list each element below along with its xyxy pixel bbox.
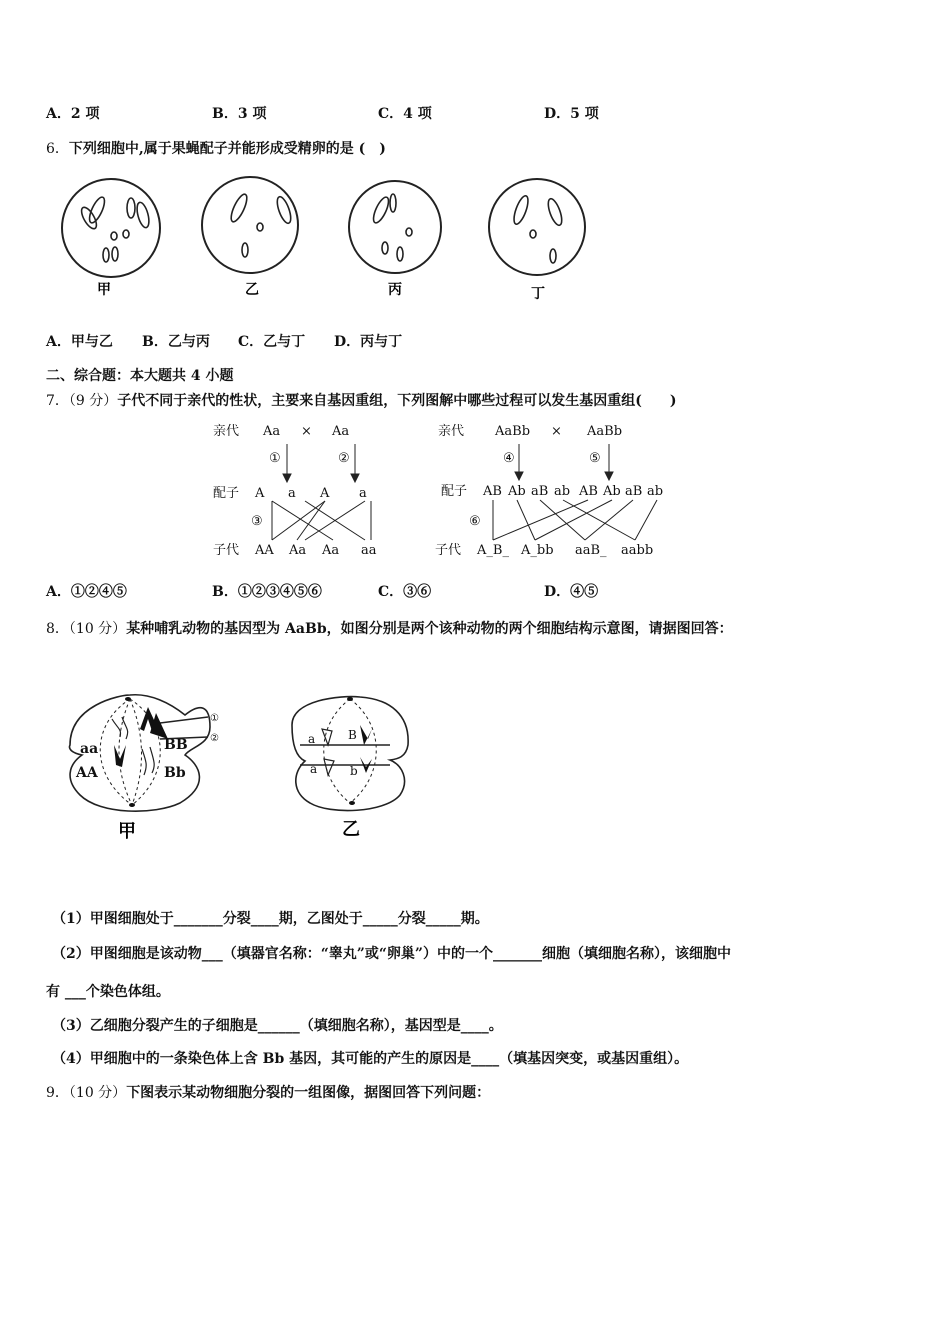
q6-question — [46, 138, 386, 158]
q8-sub-4: （4）甲细胞中的一条染色体上含 Bb 基因，其可能的产生的原因是____（填基因突变，或基因重组）。 — [52, 1051, 689, 1067]
cell-ding — [489, 179, 585, 275]
q8-question — [46, 618, 733, 638]
left-offspring-2: Aa — [289, 543, 307, 558]
q6-cells-figure — [55, 170, 595, 305]
q8-points: （10 分） — [68, 621, 127, 637]
right-row-offspring: 子代 — [435, 543, 462, 558]
q5-option-c: C．4 项 — [378, 106, 432, 122]
q6-option-b: B．乙与丙 — [142, 334, 210, 350]
left-gamete-1: A — [255, 486, 265, 501]
cell1-label: 甲 — [118, 821, 136, 842]
q7-points: （9 分） — [68, 393, 118, 409]
q7-option-d: D．④⑤ — [544, 584, 599, 600]
cell1-gene-Bb: Bb — [164, 765, 186, 781]
q8-number: 8． — [46, 621, 69, 637]
left-row-offspring: 子代 — [213, 543, 240, 558]
q8-sub-3: （3）乙细胞分裂产生的子细胞是______（填细胞名称），基因型是____。 — [52, 1018, 503, 1034]
right-offspring-1: A_B_ — [477, 543, 509, 558]
q5-option-d: D．5 项 — [544, 106, 599, 122]
q9-number: 9． — [46, 1085, 69, 1101]
cell-bing — [349, 181, 441, 273]
q5-option-b: B．3 项 — [212, 106, 267, 122]
cell2-gene-a2: a — [310, 762, 318, 776]
section2-title: 二、综合题：本大题共 4 小题 — [46, 368, 234, 384]
left-offspring-4: aa — [361, 543, 377, 558]
right-offspring-4: aabb — [621, 543, 654, 558]
q5-option-a: A．2 项 — [46, 106, 100, 122]
cell1-marker-1: ① — [210, 713, 219, 724]
cell1-marker-2: ② — [210, 733, 219, 744]
q6-option-a: A．甲与乙 — [46, 334, 113, 350]
q7-text: 子代不同于亲代的性状，主要来自基因重组，下列图解中哪些过程可以发生基因重组( ) — [117, 393, 677, 409]
right-gamete-6: Ab — [603, 484, 621, 499]
cell-label-yi: 乙 — [245, 282, 259, 298]
q8-sub-2: （2）甲图细胞是该动物___（填器官名称：“睾丸”或“卵巢”）中的一个_______细胞（填细胞名称），该细胞中 — [52, 946, 731, 962]
right-cross: × — [551, 424, 562, 439]
marker-4: ④ — [503, 451, 515, 466]
left-row-gamete: 配子 — [213, 486, 240, 501]
q7-option-b: B．①②③④⑤⑥ — [212, 584, 322, 600]
right-offspring-3: aaB_ — [575, 543, 607, 558]
marker-5: ⑤ — [589, 451, 601, 466]
right-gamete-8: ab — [647, 484, 664, 499]
marker-2: ② — [338, 451, 350, 466]
q6-text: 下列细胞中,属于果蝇配子并能形成受精卵的是 ( ) — [68, 141, 386, 157]
q6-number: 6． — [46, 141, 69, 157]
cell1-gene-BB: BB — [164, 737, 188, 753]
cell-yi — [202, 177, 298, 273]
left-offspring-1: AA — [255, 543, 274, 558]
q7-number: 7． — [46, 393, 69, 409]
q9-text: 下图表示某动物细胞分裂的一组图像，据图回答下列问题： — [126, 1085, 491, 1101]
right-gamete-5: AB — [579, 484, 598, 499]
left-cross: × — [301, 424, 312, 439]
marker-3: ③ — [251, 514, 263, 529]
left-offspring-3: Aa — [322, 543, 340, 558]
marker-1: ① — [269, 451, 281, 466]
right-gamete-1: AB — [483, 484, 502, 499]
right-gamete-2: Ab — [508, 484, 526, 499]
q7-option-a: A．①②④⑤ — [46, 584, 127, 600]
q9-question — [46, 1082, 490, 1102]
right-gamete-3: aB — [531, 484, 549, 499]
q7-genetics-diagram — [205, 418, 675, 568]
left-row-parent: 亲代 — [213, 424, 240, 439]
q6-option-c: C．乙与丁 — [238, 334, 306, 350]
right-offspring-2: A_bb — [521, 543, 554, 558]
right-gamete-7: aB — [625, 484, 643, 499]
cell-jia — [62, 179, 160, 277]
right-gamete-4: ab — [554, 484, 571, 499]
cell2-gene-B: B — [348, 728, 357, 742]
cell-label-bing: 丙 — [388, 282, 402, 298]
cell2-gene-a1: a — [308, 732, 316, 746]
left-parent-1: Aa — [263, 424, 281, 439]
q8-sub-2-cont: 有 ___个染色体组。 — [46, 984, 170, 1000]
q7-option-c: C．③⑥ — [378, 584, 432, 600]
marker-6: ⑥ — [469, 514, 481, 529]
cell1-gene-AA: AA — [76, 765, 98, 781]
left-gamete-3: A — [320, 486, 330, 501]
q8-text: 某种哺乳动物的基因型为 AaBb，如图分别是两个该种动物的两个细胞结构示意图，请据图回答： — [126, 621, 733, 637]
cell-label-ding: 丁 — [531, 286, 545, 302]
q8-sub-1: （1）甲图细胞处于_______分裂____期，乙图处于_____分裂_____期。 — [52, 911, 489, 927]
left-gamete-4: a — [359, 486, 367, 501]
cell1-gene-aa: aa — [80, 741, 99, 757]
cell-label-jia: 甲 — [97, 282, 111, 298]
left-gamete-2: a — [288, 486, 296, 501]
right-row-parent: 亲代 — [438, 424, 465, 439]
cell2-label: 乙 — [342, 819, 360, 840]
q8-cells-figure — [60, 685, 420, 850]
right-parent-1: AaBb — [495, 424, 531, 439]
q7-question — [46, 390, 677, 410]
q6-option-d: D．丙与丁 — [334, 334, 403, 350]
q9-points: （10 分） — [68, 1085, 127, 1101]
cell2-gene-b: b — [350, 764, 358, 778]
right-row-gamete: 配子 — [441, 484, 468, 499]
right-parent-2: AaBb — [587, 424, 623, 439]
left-parent-2: Aa — [332, 424, 350, 439]
